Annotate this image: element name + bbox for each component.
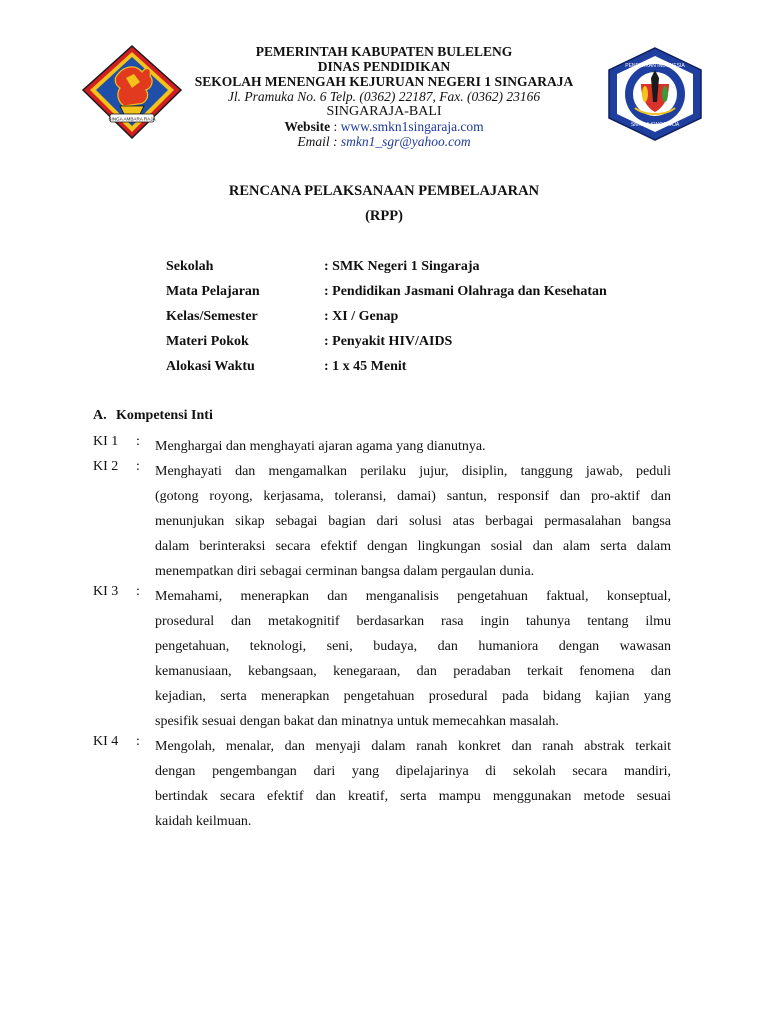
left-logo-text: SINGA AMBARA RAJA bbox=[108, 116, 156, 122]
info-label: Kelas/Semester bbox=[166, 309, 258, 324]
ki-text-line: prosedural dan metakognitif berdasarkan rasa ingin tahunya tentang ilmu bbox=[155, 614, 671, 629]
government-line: PEMERINTAH KABUPATEN BULELENG bbox=[255, 44, 513, 59]
ki-text-line: bertindak secara efektif dan kreatif, serta mampu menggunakan metode sesuai bbox=[155, 789, 671, 804]
ki-text-line: kejadian, serta menerapkan pengetahuan prosedural pada bidang kajian yang bbox=[155, 689, 671, 704]
right-logo-text-bottom: SMKN 1 SINGARAJA bbox=[630, 122, 680, 128]
website-link[interactable]: www.smkn1singaraja.com bbox=[340, 119, 484, 134]
ki-colon: : bbox=[136, 584, 140, 599]
ki-colon: : bbox=[136, 459, 140, 474]
ki-text-line: dalam berinteraksi secara efektif dengan lingkungan sosial dan alam serta dalam bbox=[155, 539, 671, 554]
city-line: SINGARAJA-BALI bbox=[326, 104, 442, 119]
ki-text-line: Menghayati dan mengamalkan perilaku jujur, disiplin, tanggung jawab, peduli bbox=[155, 464, 671, 479]
ki-colon: : bbox=[136, 734, 140, 749]
ki-text-line: Memahami, menerapkan dan menganalisis pengetahuan faktual, konseptual, bbox=[155, 589, 671, 604]
ki-text-line: kemanusiaan, kebangsaan, kenegaraan, dan peradaban terkait fenomena dan bbox=[155, 664, 671, 679]
info-value: : Pendidikan Jasmani Olahraga dan Kesehatan bbox=[324, 284, 607, 299]
school-name-line: SEKOLAH MENENGAH KEJURUAN NEGERI 1 SINGARAJA bbox=[194, 74, 574, 89]
letterhead-text bbox=[180, 44, 588, 149]
section-title: Kompetensi Inti bbox=[116, 408, 213, 423]
info-label: Materi Pokok bbox=[166, 334, 249, 349]
buleleng-regency-emblem-icon bbox=[80, 44, 184, 140]
document-title: RENCANA PELAKSANAAN PEMBELAJARAN bbox=[228, 183, 540, 199]
section-heading-core-competence bbox=[93, 408, 213, 424]
info-value: : Penyakit HIV/AIDS bbox=[324, 334, 453, 349]
info-label: Mata Pelajaran bbox=[166, 284, 260, 299]
ki-text-line: (gotong royong, kerjasama, toleransi, damai) santun, responsif dan pro-aktif dan bbox=[155, 489, 671, 504]
right-logo-text-top: PENDIDIKAN INDONESIA bbox=[625, 63, 685, 69]
ki-text-line: menunjukan sikap sebagai bagian dari solusi atas berbagai permasalahan bangsa bbox=[155, 514, 671, 529]
section-number: A. bbox=[93, 408, 107, 423]
email-line: Email : smkn1_sgr@yahoo.com bbox=[297, 134, 471, 149]
website-line: Website : www.smkn1singaraja.com bbox=[284, 119, 484, 134]
info-value: : XI / Genap bbox=[324, 309, 399, 324]
ki-text bbox=[155, 459, 671, 584]
email-label: Email bbox=[297, 134, 330, 149]
info-label: Alokasi Waktu bbox=[166, 359, 255, 374]
ki-code: KI 4 bbox=[93, 734, 119, 749]
email-link[interactable]: smkn1_sgr@yahoo.com bbox=[340, 134, 471, 149]
department-line: DINAS PENDIDIKAN bbox=[317, 59, 451, 74]
document-subtitle: (RPP) bbox=[365, 208, 403, 224]
ki-text-line: Menghargai dan menghayati ajaran agama yang dianutnya. bbox=[155, 439, 486, 454]
ki-colon: : bbox=[136, 434, 140, 449]
ki-text-line: Mengolah, menalar, dan menyaji dalam ranah konkret dan ranah abstrak terkait bbox=[155, 739, 671, 754]
ki-text bbox=[155, 584, 671, 734]
ki-text-line: spesifik sesuai dengan bakat dan minatnya untuk memecahkan masalah. bbox=[155, 714, 559, 729]
ki-code: KI 2 bbox=[93, 459, 119, 474]
ki-text bbox=[155, 734, 671, 834]
ki-code: KI 1 bbox=[93, 434, 119, 449]
info-value: : SMK Negeri 1 Singaraja bbox=[324, 259, 480, 274]
ki-item-4 bbox=[93, 734, 671, 834]
ki-text bbox=[155, 434, 671, 459]
address-line: Jl. Pramuka No. 6 Telp. (0362) 22187, Fax. (0362) 23166 bbox=[227, 89, 541, 104]
ki-text-line: kaidah keilmuan. bbox=[155, 814, 252, 829]
ki-text-line: pengetahuan, teknologi, seni, budaya, dan humaniora dengan wawasan bbox=[155, 639, 671, 654]
ki-item-3 bbox=[93, 584, 671, 734]
info-label: Sekolah bbox=[166, 259, 214, 274]
ki-item-2 bbox=[93, 459, 671, 584]
ki-text-line: menempatkan diri sebagai cerminan bangsa dalam pergaulan dunia. bbox=[155, 564, 535, 579]
website-label: Website bbox=[284, 119, 331, 134]
info-value: : 1 x 45 Menit bbox=[324, 359, 407, 374]
ki-item-1 bbox=[93, 434, 671, 459]
school-emblem-icon bbox=[601, 46, 709, 142]
ki-text-line: dengan pengembangan dari yang dipelajarinya di sekolah secara mandiri, bbox=[155, 764, 671, 779]
letterhead bbox=[0, 40, 768, 158]
ki-code: KI 3 bbox=[93, 584, 119, 599]
